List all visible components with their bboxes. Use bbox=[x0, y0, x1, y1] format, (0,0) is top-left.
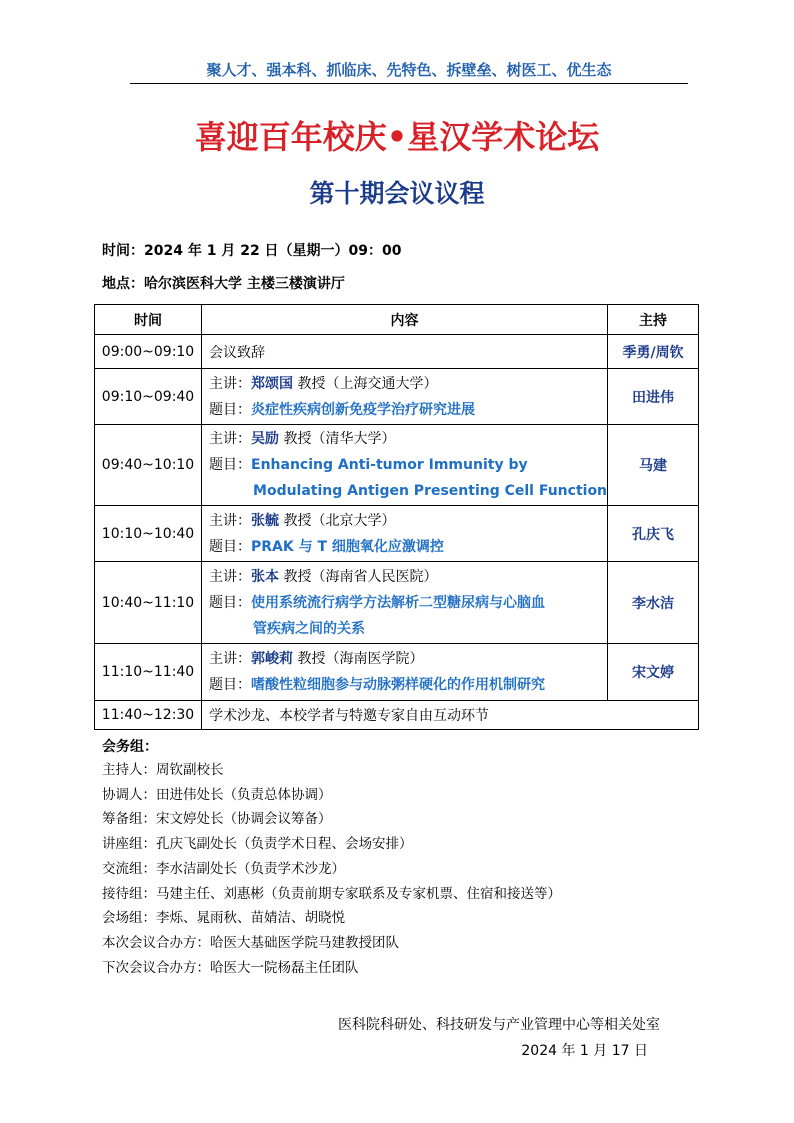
list-item: 交流组：李水洁副处长（负责学术沙龙） bbox=[102, 860, 345, 877]
topic-label: 题目： bbox=[209, 401, 252, 418]
row-host: 马建 bbox=[608, 425, 699, 506]
row-time: 11:40~12:30 bbox=[95, 701, 202, 730]
speaker-title: 教授 bbox=[279, 568, 312, 585]
issuing-office: 医科院科研处、科技研发与产业管理中心等相关处室 bbox=[338, 1017, 660, 1033]
list-item: 会场组：李烁、晁雨秋、苗婧洁、胡晓悦 bbox=[102, 910, 345, 927]
list-item: 接待组：马建主任、刘惠彬（负责前期专家联系及专家机票、住宿和接送等） bbox=[102, 885, 561, 902]
row-content bbox=[202, 506, 608, 562]
table-row bbox=[95, 562, 699, 644]
speaker-affiliation: （海南省人民医院） bbox=[311, 568, 438, 585]
speaker-name: 张毓 bbox=[251, 512, 280, 529]
speaker-label: 主讲： bbox=[209, 431, 252, 447]
topic-title-continued: Modulating Antigen Presenting Cell Function bbox=[253, 483, 608, 499]
organizing-committee bbox=[102, 736, 561, 980]
row-content bbox=[202, 369, 608, 425]
list-item: 本次会议合办方：哈医大基础医学院马建教授团队 bbox=[102, 934, 399, 951]
table-row bbox=[95, 335, 699, 369]
topic-title: Enhancing Anti-tumor Immunity by bbox=[251, 457, 528, 473]
speaker-name: 郭峻莉 bbox=[251, 651, 294, 667]
topic-title: 使用系统流行病学方法解析二型糖尿病与心脑血 bbox=[251, 594, 546, 611]
list-item: 筹备组：宋文婷处长（协调会议筹备） bbox=[102, 811, 332, 828]
meeting-place: 地点：哈尔滨医科大学 主楼三楼演讲厅 bbox=[102, 276, 345, 292]
topic-label: 题目： bbox=[209, 594, 252, 611]
speaker-label: 主讲： bbox=[209, 512, 252, 529]
row-host: 田进伟 bbox=[608, 369, 699, 425]
table-row bbox=[95, 644, 699, 701]
row-time: 09:40~10:10 bbox=[95, 425, 202, 506]
row-time: 10:10~10:40 bbox=[95, 506, 202, 562]
row-content bbox=[202, 425, 608, 506]
speaker-title: 教授 bbox=[279, 512, 312, 529]
topic-label: 题目： bbox=[209, 677, 252, 693]
list-item: 主持人：周钦副校长 bbox=[102, 762, 224, 778]
committee-heading: 会务组： bbox=[102, 739, 158, 755]
motto-banner: 聚人才、强本科、抓临床、先特色、拆壁垒、树医工、优生态 bbox=[206, 61, 612, 79]
speaker-title: 教授 bbox=[279, 431, 312, 447]
row-host: 季勇/周钦 bbox=[608, 335, 699, 369]
header-host: 主持 bbox=[608, 305, 699, 335]
table-row bbox=[95, 701, 699, 730]
speaker-affiliation: （上海交通大学） bbox=[325, 375, 438, 392]
topic-title: 炎症性疾病创新免疫学治疗研究进展 bbox=[251, 401, 476, 418]
header-content: 内容 bbox=[202, 305, 608, 335]
page-subtitle: 第十期会议议程 bbox=[309, 179, 485, 208]
topic-title-continued: 管疾病之间的关系 bbox=[253, 620, 366, 637]
speaker-affiliation: （北京大学） bbox=[311, 512, 396, 529]
speaker-name: 郑颂国 bbox=[251, 375, 294, 392]
speaker-affiliation: （海南医学院） bbox=[325, 651, 424, 667]
topic-label: 题目： bbox=[209, 538, 252, 555]
speaker-label: 主讲： bbox=[209, 651, 252, 667]
speaker-title: 教授 bbox=[293, 651, 326, 667]
row-time: 10:40~11:10 bbox=[95, 562, 202, 644]
speaker-affiliation: （清华大学） bbox=[311, 431, 396, 447]
issue-date: 2024 年 1 月 17 日 bbox=[521, 1043, 648, 1059]
row-host: 李水洁 bbox=[608, 562, 699, 644]
table-header-row bbox=[95, 305, 699, 335]
page-title: 喜迎百年校庆•星汉学术论坛 bbox=[194, 118, 600, 156]
row-content bbox=[202, 562, 608, 644]
header-time: 时间 bbox=[95, 305, 202, 335]
row-text: 学术沙龙、本校学者与特邀专家自由互动环节 bbox=[209, 708, 490, 724]
meeting-time: 时间：2024 年 1 月 22 日（星期一）09：00 bbox=[102, 243, 402, 259]
speaker-label: 主讲： bbox=[209, 375, 252, 392]
row-content bbox=[202, 335, 608, 369]
list-item: 下次会议合办方：哈医大一院杨磊主任团队 bbox=[102, 959, 359, 976]
table-row bbox=[95, 425, 699, 506]
row-host: 孔庆飞 bbox=[608, 506, 699, 562]
row-host: 宋文婷 bbox=[608, 644, 699, 701]
row-time: 09:00~09:10 bbox=[95, 335, 202, 369]
speaker-name: 张本 bbox=[251, 568, 280, 585]
row-time: 09:10~09:40 bbox=[95, 369, 202, 425]
speaker-title: 教授 bbox=[293, 375, 326, 392]
topic-title: 嗜酸性粒细胞参与动脉粥样硬化的作用机制研究 bbox=[251, 677, 546, 693]
agenda-table bbox=[94, 304, 699, 730]
row-text: 会议致辞 bbox=[209, 344, 266, 361]
row-time: 11:10~11:40 bbox=[95, 644, 202, 701]
list-item: 协调人：田进伟处长（负责总体协调） bbox=[102, 786, 332, 803]
row-content bbox=[202, 644, 608, 701]
speaker-name: 吴励 bbox=[251, 431, 280, 447]
header-divider bbox=[130, 83, 688, 84]
row-content bbox=[202, 701, 699, 730]
table-row bbox=[95, 506, 699, 562]
topic-label: 题目： bbox=[209, 457, 252, 473]
speaker-label: 主讲： bbox=[209, 568, 252, 585]
list-item: 讲座组：孔庆飞副处长（负责学术日程、会场安排） bbox=[102, 836, 413, 853]
table-row bbox=[95, 369, 699, 425]
topic-title: PRAK 与 T 细胞氧化应激调控 bbox=[251, 538, 444, 555]
